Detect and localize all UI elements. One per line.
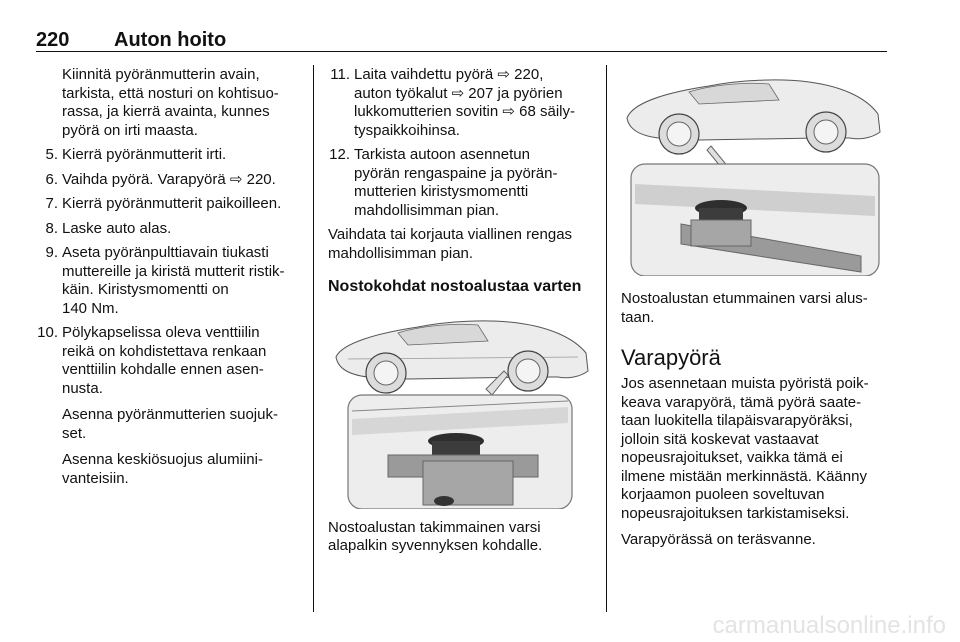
text-line: mutterien kiristysmomentti: [354, 183, 529, 200]
section-heading: Nostokohdat nostoalustaa varten: [328, 278, 582, 295]
column-divider-1: [313, 65, 314, 612]
step-10: [36, 324, 304, 398]
figure-caption: [328, 519, 596, 556]
text-line: auton työkalut ⇨ 207 ja pyörien: [354, 84, 563, 102]
step-number: 5.: [45, 146, 58, 163]
text-line: jolloin sitä koskevat vastaavat: [621, 430, 819, 448]
text-line: Kierrä pyöränmutterit irti.: [62, 146, 227, 163]
step-9: [36, 244, 304, 318]
text-line: Kierrä pyöränmutterit paikoilleen.: [62, 195, 282, 212]
column-1: [36, 66, 304, 488]
text-line: Laske auto alas.: [62, 219, 172, 237]
text-line: Kiinnitä pyöränmutterin avain,: [62, 66, 260, 83]
page-title: Auton hoito: [114, 29, 227, 51]
text-line: Pölykapselissa oleva venttiilin: [62, 324, 260, 341]
text-line: taan luokitella tilapäisvarapyöräksi,: [621, 412, 853, 429]
text-line: vanteisiin.: [62, 469, 129, 487]
step-6: [36, 171, 304, 190]
column-2: [328, 66, 596, 556]
text-line: ilmene mistään merkinnästä. Käänny: [621, 467, 867, 485]
lift-detail-panel: [631, 164, 879, 276]
text-line: taan.: [621, 308, 655, 326]
step-number: 8.: [45, 219, 58, 237]
section-heading: Varapyörä: [621, 345, 721, 370]
step-7: [36, 195, 304, 214]
step-8: [36, 220, 304, 239]
rear-lift-point-figure: [328, 311, 595, 509]
text-line: Jos asennetaan muista pyöristä poik-: [621, 375, 869, 392]
text-line: keava varapyörä, tämä pyörä saate-: [621, 393, 862, 411]
text-line: mahdollisimman pian.: [328, 244, 474, 262]
paragraph: [621, 531, 889, 550]
text-line: muttereille ja kiristä mutterit ristik-: [62, 262, 285, 280]
paragraph: [621, 375, 889, 523]
text-line: Tarkista autoon asennetun: [354, 146, 530, 163]
text-line: venttiilin kohdalle ennen asen-: [62, 361, 264, 378]
step-10-note-1: [36, 406, 304, 443]
step-number: 12.: [329, 146, 350, 163]
text-line: tyspaikkoihinsa.: [354, 121, 460, 139]
page-number: 220: [36, 29, 70, 51]
front-lift-point-figure: [621, 66, 886, 276]
text-line: pyörä on irti maasta.: [62, 121, 198, 139]
text-line: Nostoalustan takimmainen varsi: [328, 518, 541, 536]
text-line: nopeusrajoitukset, vaikka tämä ei: [621, 449, 843, 466]
step-number: 7.: [45, 195, 58, 212]
text-line: mahdollisimman pian.: [354, 201, 500, 219]
step-number: 9.: [45, 244, 58, 261]
text-line: set.: [62, 424, 87, 442]
text-line: rassa, ja kierrä avainta, kunnes: [62, 103, 270, 120]
text-line: käin. Kiristysmomentti on: [62, 281, 229, 298]
text-line: nopeusrajoituksen tarkistamiseksi.: [621, 504, 850, 522]
text-line: Asenna pyöränmutterien suojuk-: [62, 406, 278, 423]
text-line: lukkomutterien sovitin ⇨ 68 säily-: [354, 103, 575, 120]
step-number: 10.: [37, 324, 58, 341]
step-number: 6.: [45, 170, 58, 188]
text-line: reikä on kohdistettava renkaan: [62, 342, 267, 360]
column-3: [621, 66, 889, 550]
text-line: korjaamon puoleen soveltuvan: [621, 486, 825, 503]
paragraph: [328, 226, 596, 263]
text-line: 140 Nm.: [62, 299, 119, 317]
lift-detail-panel: [348, 395, 572, 509]
step-11: [328, 66, 596, 140]
text-line: alapalkin syvennyksen kohdalle.: [328, 537, 543, 554]
step-5: [36, 146, 304, 165]
column-divider-2: [606, 65, 607, 612]
text-line: nusta.: [62, 379, 103, 397]
text-line: Varapyörässä on teräsvanne.: [621, 531, 816, 548]
step-number: 11.: [330, 66, 350, 83]
step-10-note-2: [36, 451, 304, 488]
text-line: Asenna keskiösuojus alumiini-: [62, 451, 263, 468]
text-line: Vaihdata tai korjauta viallinen rengas: [328, 226, 573, 243]
text-line: Aseta pyöränpulttiavain tiukasti: [62, 244, 269, 261]
header-rule: [36, 51, 887, 52]
figure-caption: [621, 290, 889, 327]
watermark: carmanualsonline.info: [712, 612, 946, 639]
text-line: tarkista, että nosturi on kohtisuo-: [62, 84, 279, 102]
step-12: [328, 146, 596, 220]
text-line: Vaihda pyörä. Varapyörä ⇨ 220.: [62, 170, 276, 188]
text-line: pyörän rengaspaine ja pyörän-: [354, 164, 558, 182]
text-line: Laita vaihdettu pyörä ⇨ 220,: [354, 66, 544, 83]
text-line: Nostoalustan etummainen varsi alus-: [621, 290, 868, 307]
continued-step-text: [36, 66, 304, 140]
